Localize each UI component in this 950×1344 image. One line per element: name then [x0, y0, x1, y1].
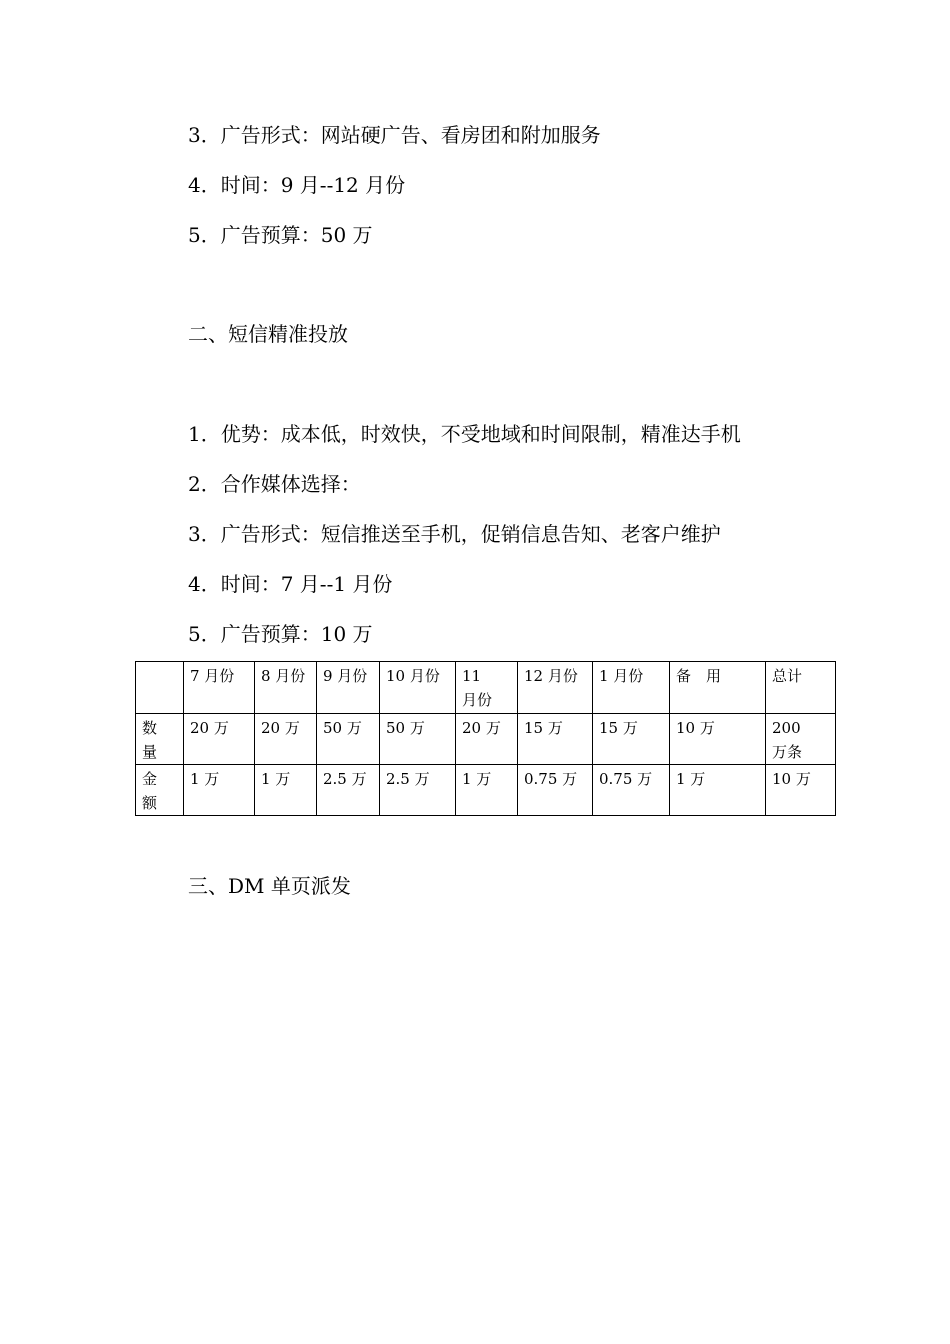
table-header-cell: 总计: [766, 662, 836, 714]
table-row: [136, 765, 836, 816]
section1-item-time: 4．时间：9 月--12 月份: [188, 173, 406, 197]
section1-item-ad-format: 3．广告形式：网站硬广告、看房团和附加服务: [188, 123, 601, 147]
table-cell: 50 万: [380, 714, 456, 765]
section2-item-media-choice: 2．合作媒体选择：: [188, 472, 361, 496]
table-row-label: [136, 714, 184, 765]
section2-heading: 二、短信精准投放: [188, 322, 348, 346]
table-cell: 20 万: [456, 714, 518, 765]
table-cell: 15 万: [593, 714, 670, 765]
table-header-cell: [136, 662, 184, 714]
section2-item-ad-format: 3．广告形式：短信推送至手机，促销信息告知、老客户维护: [188, 522, 721, 546]
section1-item-budget: 5．广告预算：50 万: [188, 223, 373, 247]
table-header-cell: 1 月份: [593, 662, 670, 714]
table-header-cell: 10 月份: [380, 662, 456, 714]
table-header-text: 11 月份: [462, 667, 497, 709]
section2-item-budget: 5．广告预算：10 万: [188, 622, 373, 646]
table-cell: 2.5 万: [380, 765, 456, 816]
sms-budget-table: [135, 661, 836, 816]
section3-heading: 三、DM 单页派发: [188, 874, 351, 898]
section2-item-advantages: 1．优势：成本低，时效快，不受地域和时间限制，精准达手机: [188, 422, 741, 446]
table-row-label: [136, 765, 184, 816]
table-header-cell: 8 月份: [255, 662, 317, 714]
table-cell: 1 万: [184, 765, 255, 816]
table-cell: 50 万: [317, 714, 380, 765]
table-cell-text: 200 万条: [772, 719, 816, 761]
table-row: [136, 714, 836, 765]
table-header-cell: 7 月份: [184, 662, 255, 714]
section2-item-time: 4．时间：7 月--1 月份: [188, 572, 393, 596]
table-cell: 20 万: [255, 714, 317, 765]
table-header-cell: [456, 662, 518, 714]
table-cell: 10 万: [670, 714, 766, 765]
table-cell: 0.75 万: [593, 765, 670, 816]
table-header-row: [136, 662, 836, 714]
table-cell: 0.75 万: [518, 765, 593, 816]
table-cell: 20 万: [184, 714, 255, 765]
table-cell: [766, 714, 836, 765]
table-header-cell: 12 月份: [518, 662, 593, 714]
table-cell: 1 万: [255, 765, 317, 816]
table-header-cell: 9 月份: [317, 662, 380, 714]
table-header-cell: 备 用: [670, 662, 766, 714]
table-cell: 2.5 万: [317, 765, 380, 816]
row-label-amount: 金额: [142, 770, 158, 812]
table-cell: 15 万: [518, 714, 593, 765]
table-cell: 1 万: [456, 765, 518, 816]
table-cell: 10 万: [766, 765, 836, 816]
table-cell: 1 万: [670, 765, 766, 816]
row-label-quantity: 数量: [142, 719, 158, 761]
